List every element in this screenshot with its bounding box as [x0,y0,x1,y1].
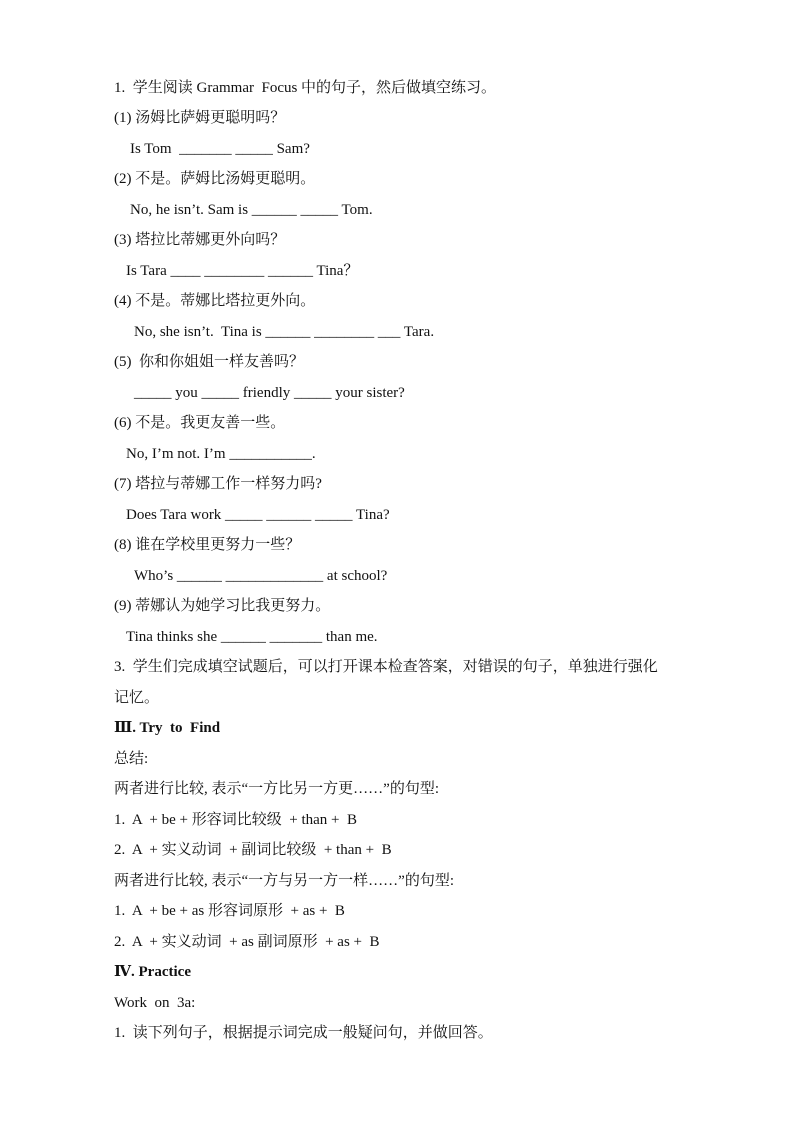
work-on-label: Work on 3a: [114,995,196,1011]
pattern-2-1: 1. A + be + as 形容词原形 + as + B [114,903,345,919]
instruction-1: 1. 学生阅读 Grammar Focus 中的句子，然后做填空练习。 [114,80,497,96]
instruction-3: 3. 学生们完成填空试题后，可以打开课本检查答案，对错误的句子，单独进行强化 [114,659,658,675]
question-3-cn: (3) 塔拉比蒂娜更外向吗？ [114,232,286,248]
question-2-en: No, he isn’t. Sam is ______ _____ Tom. [130,202,373,218]
summary-label: 总结: [114,751,149,767]
section-heading-try-to-find: Ⅲ. Try to Find [114,720,221,736]
question-4-cn: (4) 不是。蒂娜比塔拉更外向。 [114,293,316,309]
question-4-en: No, she isn’t. Tina is ______ ________ ___ Tara. [134,324,435,340]
question-5-en: _____ you _____ friendly _____ your sister? [134,385,405,401]
question-1-cn: (1) 汤姆比萨姆更聪明吗？ [114,110,286,126]
question-2-cn: (2) 不是。萨姆比汤姆更聪明。 [114,171,316,187]
question-9-en: Tina thinks she ______ _______ than me. [126,629,378,645]
pattern-1-1: 1. A + be + 形容词比较级 + than + B [114,812,358,828]
question-7-en: Does Tara work _____ ______ _____ Tina? [126,507,390,523]
pattern-intro-2: 两者进行比较, 表示“一方与另一方一样……”的句型: [114,873,454,889]
instruction-3-cont: 记忆。 [114,690,160,706]
question-9-cn: (9) 蒂娜认为她学习比我更努力。 [114,598,331,614]
question-3-en: Is Tara ____ ________ ______ Tina？ [126,263,359,279]
question-1-en: Is Tom _______ _____ Sam? [130,141,310,157]
section-heading-practice: Ⅳ. Practice [114,964,191,980]
question-8-en: Who’s ______ _____________ at school? [134,568,388,584]
question-5-cn: (5) 你和你姐姐一样友善吗？ [114,354,304,370]
question-6-cn: (6) 不是。我更友善一些。 [114,415,286,431]
question-6-en: No, I’m not. I’m ___________. [126,446,316,462]
pattern-intro-1: 两者进行比较, 表示“一方比另一方更……”的句型: [114,781,439,797]
question-7-cn: (7) 塔拉与蒂娜工作一样努力吗? [114,476,322,492]
question-8-cn: (8) 谁在学校里更努力一些？ [114,537,301,553]
practice-instruction-1: 1. 读下列句子，根据提示词完成一般疑问句，并做回答。 [114,1025,493,1041]
pattern-2-2: 2. A + 实义动词 + as 副词原形 + as + B [114,934,380,950]
pattern-1-2: 2. A + 实义动词 + 副词比较级 + than + B [114,842,392,858]
